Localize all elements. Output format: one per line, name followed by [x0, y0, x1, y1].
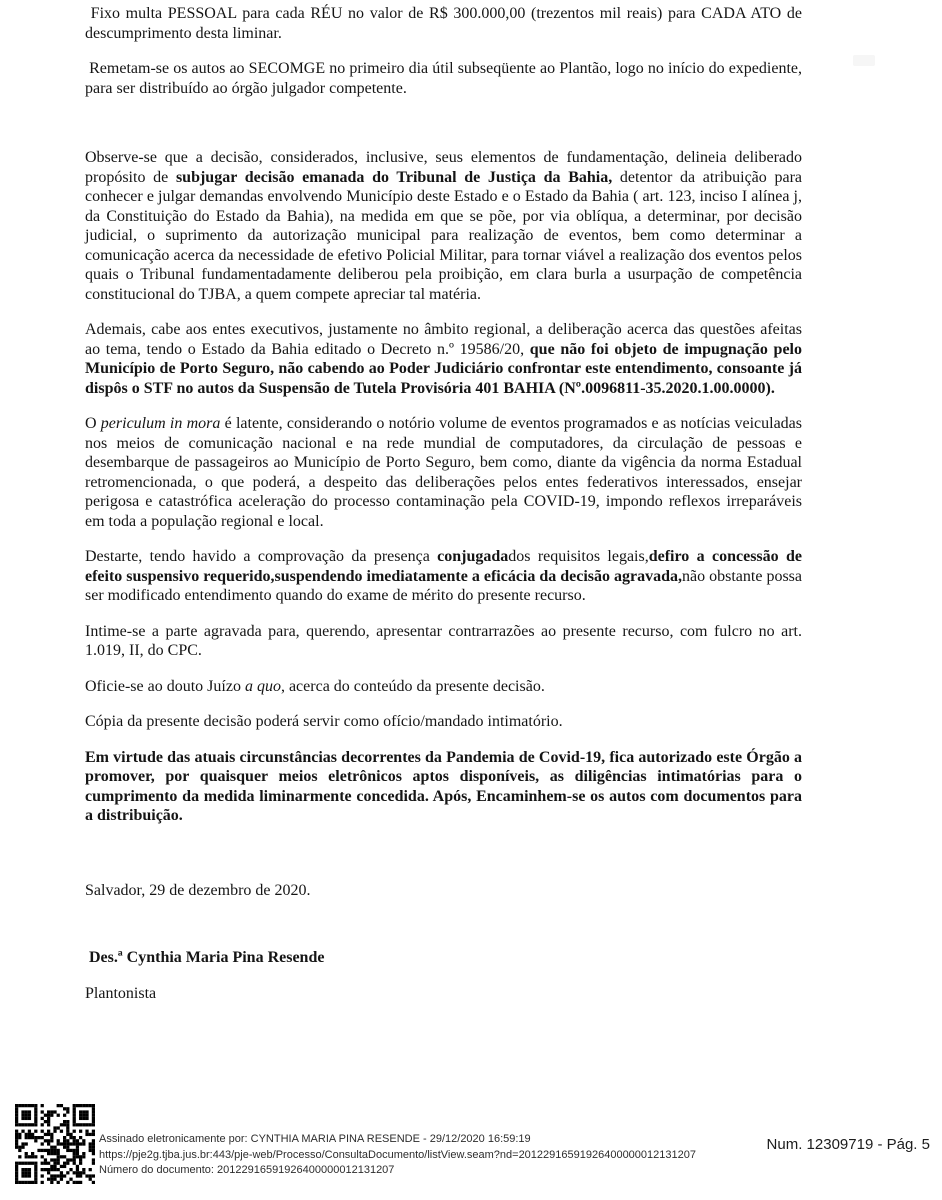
text-run: não obstante possa ser modificado entendimento quando do exame de mérito do presente recurso.: [85, 567, 807, 604]
paragraph: [85, 414, 806, 531]
text-run: O: [85, 415, 101, 432]
scan-artifact: [853, 55, 875, 66]
paragraph: [85, 4, 806, 43]
paragraph: [85, 59, 806, 98]
text-run: periculum in mora: [100, 415, 221, 432]
document-body: [85, 4, 807, 1003]
text-run: que não foi objeto de impugnação pelo Município de Porto Seguro, não cabendo ao Poder Judiciário confrontar este entendimento, consoante já dispôs o STF no autos da Suspensão de Tutela Provisória 401 BAHIA (Nº.0096811-35.2020.1.00.0000).: [85, 340, 806, 397]
text-run: a quo: [244, 677, 281, 695]
text-run: defiro a concessão de efeito suspensivo requerido,suspendendo imediatamente a eficácia da decisão agravada,: [85, 548, 806, 585]
paragraph: [85, 320, 806, 398]
text-run: Cópia da presente decisão poderá servir como ofício/mandado intimatório.: [85, 713, 563, 730]
document-number-line: Número do documento: 20122916591926400000012131207: [99, 1164, 395, 1176]
text-run: é latente, considerando o notório volume de eventos programados e as notícias veiculadas nos meios de comunicação nacional e na rede mundial de computadores, da circulação de pessoas e desembarque de passageiros ao Município de Porto Seguro, bem como, diante da vigência da norma Estadual retromencionada, o que poderá, a despeito das deliberações pelos entes federativos interessados, ensejar perigosa e catastrófica aceleração do processo contaminação pela COVID-19, impondo reflexos irreparáveis em toda a população regional e local.: [85, 415, 806, 530]
text-run: Destarte, tendo havido a comprovação da presença: [85, 548, 438, 565]
paragraph: [85, 948, 802, 968]
signed-by-line: Assinado eletronicamente por: CYNTHIA MARIA PINA RESENDE - 29/12/2020 16:59:19: [99, 1133, 531, 1145]
text-run: subjugar decisão emanada do Tribunal de Justiça da Bahia,: [175, 168, 613, 186]
text-run: Fixo multa PESSOAL para cada RÉU no valor de R$ 300.000,00 (trezentos mil reais) para CADA ATO de descumprimento desta liminar.: [85, 5, 806, 42]
paragraph: [85, 712, 802, 732]
signature-footer: [99, 1132, 749, 1179]
paragraph: [85, 622, 806, 661]
verification-url: https://pje2g.tjba.jus.br:443/pje-web/Processo/ConsultaDocumento/listView.seam?nd=20122916591926400000012131207: [99, 1148, 696, 1161]
text-run: Salvador, 29 de dezembro de 2020.: [85, 881, 311, 899]
text-run: Intime-se a parte agravada para, querendo, apresentar contrarrazões ao presente recurso, com fulcro no art. 1.019, II, do CPC.: [85, 622, 806, 659]
qr-code-icon: [15, 1104, 95, 1184]
text-run: dos requisitos legais,: [508, 548, 649, 565]
text-run: Observe-se que a decisão, considerados, inclusive, seus elementos de fundamentação, delineia deliberado propósito de: [85, 149, 806, 186]
paragraph: [85, 148, 807, 304]
text-run: Des.ª Cynthia Maria Pina Resende: [85, 949, 325, 966]
text-run: Em virtude das atuais circunstâncias decorrentes da Pandemia de Covid-19, fica autorizado este Órgão a promover, por quaisquer meios eletrônicos aptos disponíveis, as diligências intimatórias para o cumprimento da medida liminarmente concedida. Após, Encaminhem-se os autos com documentos para a distribuição.: [85, 748, 806, 824]
paragraph: [85, 547, 807, 606]
paragraph: [85, 881, 802, 901]
paragraph: [85, 677, 802, 697]
text-run: Plantonista: [85, 984, 157, 1002]
text-run: Ademais, cabe aos entes executivos, justamente no âmbito regional, a deliberação acerca das questões afeitas ao tema, tendo o Estado da Bahia editado o Decreto n.º 19586/20,: [85, 321, 806, 358]
text-run: detentor da atribuição para conhecer e julgar demandas envolvendo Município deste Estado e o Estado da Bahia ( art. 123, inciso I alínea j, da Constituição do Estado da Bahia), na medida em que se põe, por via oblíqua, a determinar, por decisão judicial, o suprimento da autorização municipal para realização de eventos, bem como determinar a comunicação acerca da necessidade de efetivo Policial Militar, para tornar viável a realização dos eventos pelos quais o Tribunal fundamentadamente deliberou pela proibição, em clara burla a usurpação de competência constitucional do TJBA, a quem compete apreciar tal matéria.: [85, 168, 807, 303]
paragraph: [85, 984, 802, 1004]
text-run: Remetam-se os autos ao SECOMGE no primeiro dia útil subseqüente ao Plantão, logo no início do expediente, para ser distribuído ao órgão julgador competente.: [85, 60, 806, 97]
text-run: , acerca do conteúdo da presente decisão.: [280, 677, 545, 695]
text-run: conjugada: [437, 548, 509, 565]
text-run: Oficie-se ao douto Juízo: [85, 677, 245, 695]
paragraph: [85, 748, 806, 826]
page-reference: Num. 12309719 - Pág. 5: [766, 1136, 930, 1153]
